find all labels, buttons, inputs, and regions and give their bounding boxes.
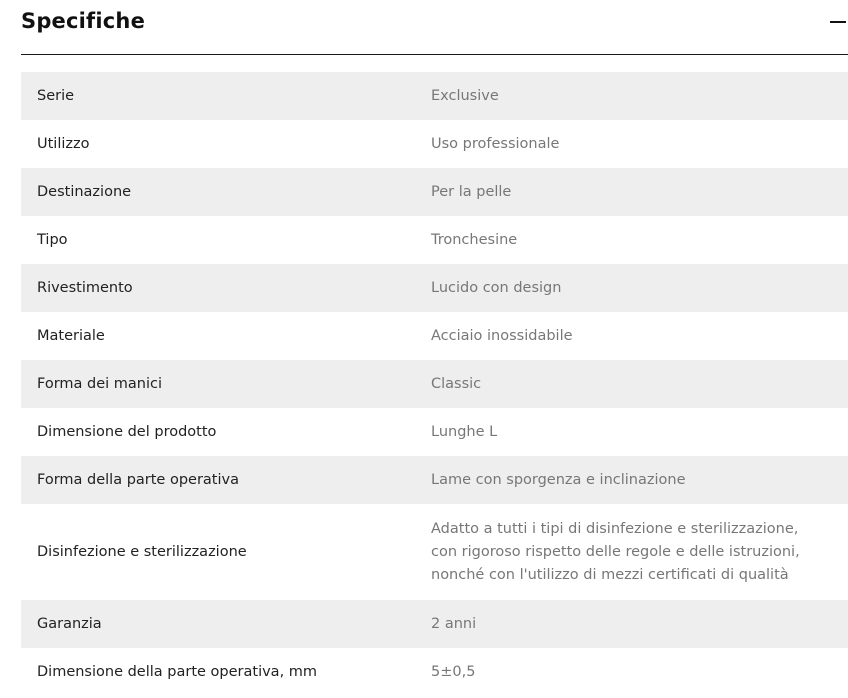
table-row [21, 264, 848, 312]
table-row [21, 648, 848, 696]
spec-value: 5±0,5 [431, 663, 476, 680]
spec-value-line: Adatto a tutti i tipi di disinfezione e sterilizzazione, [431, 520, 799, 537]
spec-label: Dimensione del prodotto [37, 424, 217, 440]
table-row [21, 456, 848, 504]
spec-value: Classic [431, 375, 482, 392]
spec-label: Tipo [37, 232, 68, 248]
table-row [21, 312, 848, 360]
spec-value: Uso professionale [431, 135, 560, 152]
spec-value: Lucido con design [431, 279, 562, 296]
table-row [21, 360, 848, 408]
spec-value: Per la pelle [431, 183, 512, 200]
table-row [21, 408, 848, 456]
section-title: Specifiche [21, 9, 146, 33]
specifications-accordion-header[interactable] [21, 0, 848, 55]
spec-label: Dimensione della parte operativa, mm [37, 664, 318, 680]
spec-value-line: nonché con l'utilizzo di mezzi certificati di qualità [431, 566, 789, 583]
spec-label: Forma dei manici [37, 376, 163, 392]
spec-label: Garanzia [37, 616, 102, 632]
table-row [21, 168, 848, 216]
minus-icon[interactable] [830, 21, 846, 23]
spec-value: Acciaio inossidabile [431, 327, 573, 344]
spec-value: Lame con sporgenza e inclinazione [431, 471, 686, 488]
spec-value-line: con rigoroso rispetto delle regole e delle istruzioni, [431, 543, 800, 560]
table-row [21, 504, 848, 600]
table-row [21, 216, 848, 264]
spec-label: Forma della parte operativa [37, 472, 239, 488]
table-row [21, 72, 848, 120]
spec-value: Tronchesine [431, 231, 518, 248]
spec-value: Lunghe L [431, 423, 498, 440]
table-row [21, 600, 848, 648]
spec-label: Rivestimento [37, 280, 133, 296]
spec-value: 2 anni [431, 615, 477, 632]
spec-label: Materiale [37, 328, 105, 344]
spec-label: Serie [37, 88, 75, 104]
spec-value [431, 518, 848, 587]
spec-value: Exclusive [431, 87, 499, 104]
spec-label: Utilizzo [37, 136, 90, 152]
table-row [21, 120, 848, 168]
specifications-table [21, 72, 848, 696]
spec-label: Destinazione [37, 184, 132, 200]
spec-label: Disinfezione e sterilizzazione [37, 544, 247, 560]
